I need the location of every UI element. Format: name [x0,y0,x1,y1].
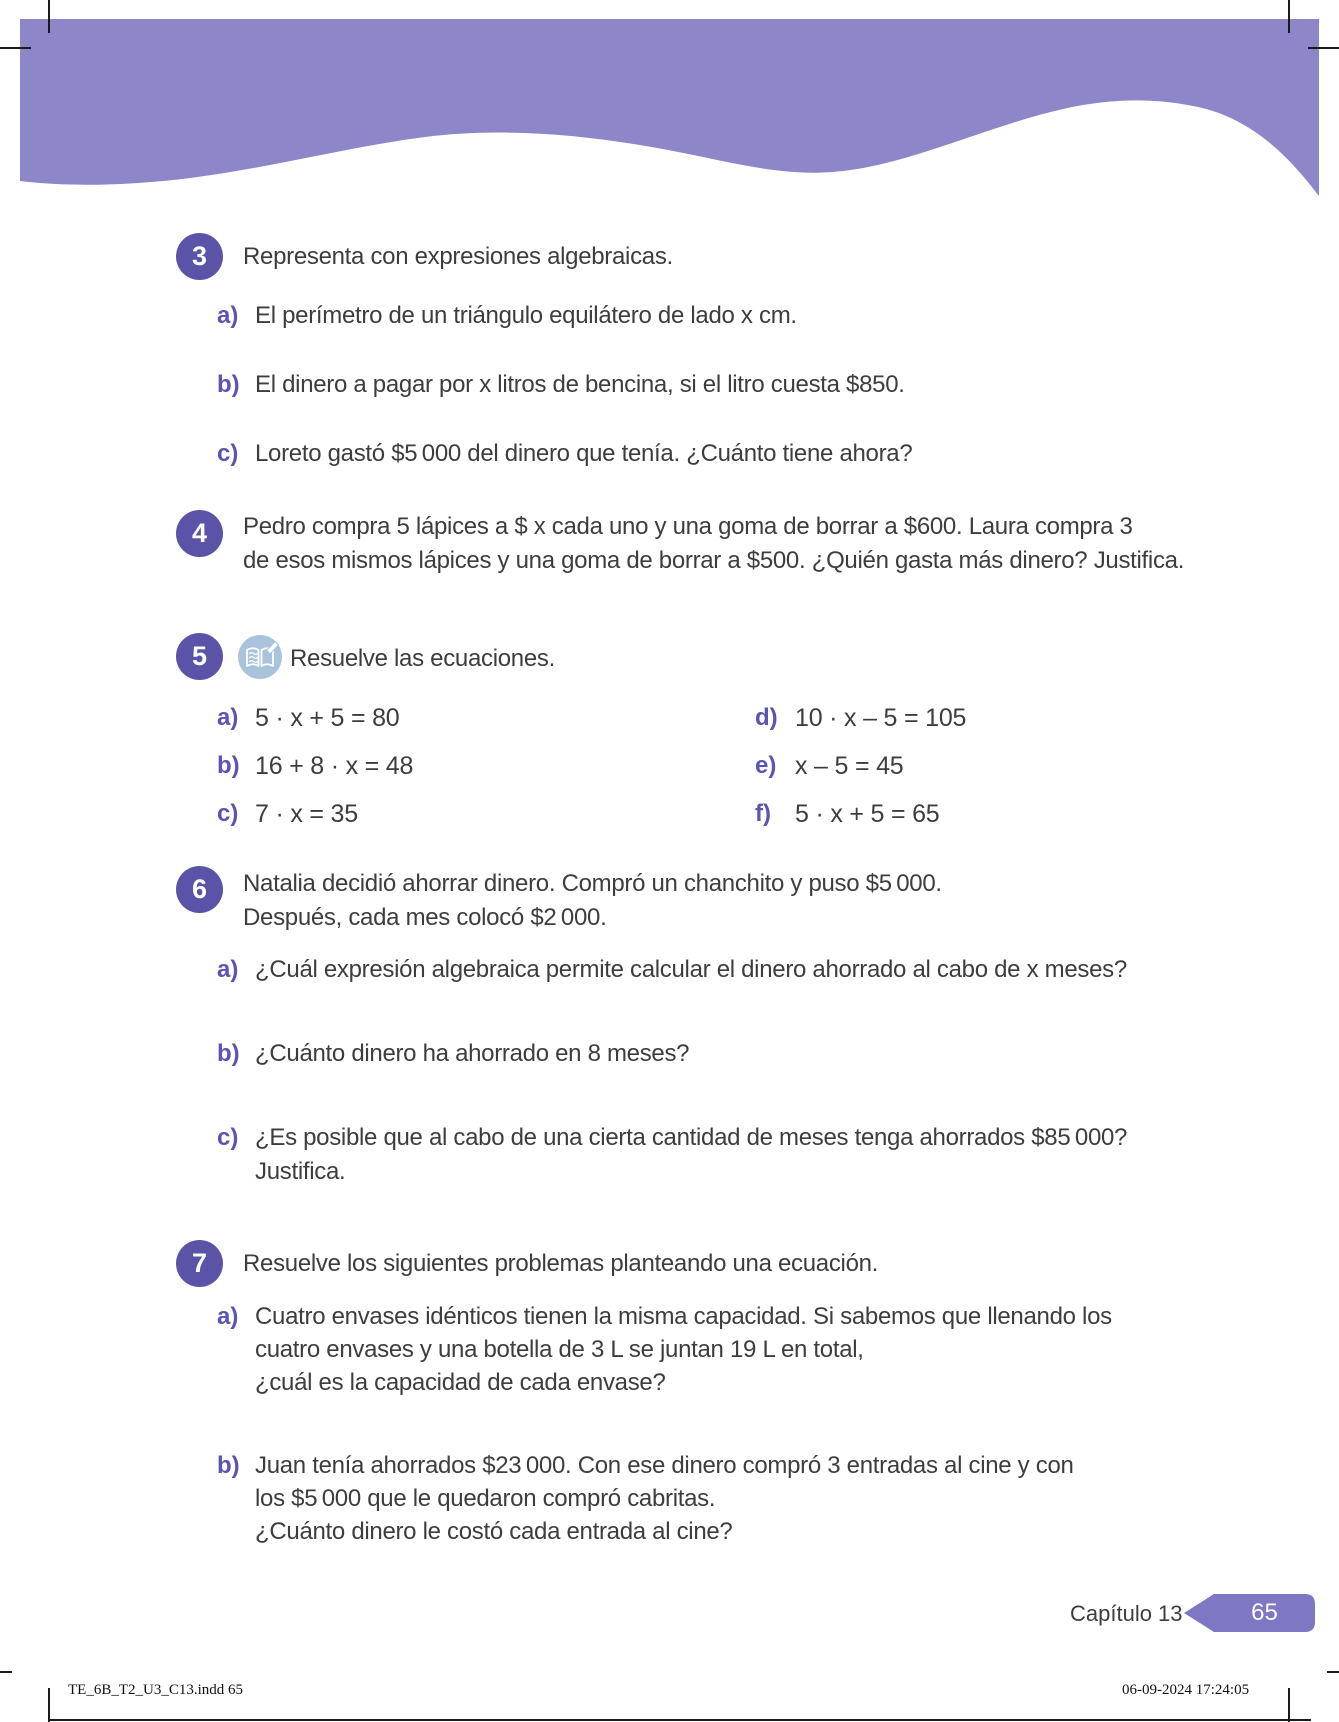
equation-f: 5 · x + 5 = 65 [795,800,940,828]
item-text-6c-line-1: ¿Es posible que al cabo de una cierta cantidad de meses tenga ahorrados $85 000? [255,1124,1128,1151]
exercise-6-text-line-1: Natalia decidió ahorrar dinero. Compró un chanchito y puso $5 000. [243,870,942,897]
page-bottom-rule [49,1719,1311,1721]
item-text-3b: El dinero a pagar por x litros de bencina, si el litro cuesta $850. [255,371,905,398]
page-number: 65 [1251,1599,1278,1626]
item-text-7a-line-2: cuatro envases y una botella de 3 L se juntan 19 L en total, [255,1336,864,1363]
equation-b: 16 + 8 · x = 48 [255,752,414,780]
exercise-3-number: 3 [191,241,208,271]
item-text-3a: El perímetro de un triángulo equilátero de lado x cm. [255,302,797,329]
crop-mark [0,47,31,49]
equation-c: 7 · x = 35 [255,800,358,828]
item-text-3c: Loreto gastó $5 000 del dinero que tenía. ¿Cuánto tiene ahora? [255,440,913,467]
crop-mark [48,1688,50,1722]
header-wave [0,0,1339,230]
item-text-7b-line-2: los $5 000 que le quedaron compró cabritas. [255,1485,716,1512]
crop-mark [48,0,50,33]
item-text-7a-line-3: ¿cuál es la capacidad de cada envase? [255,1369,666,1396]
crop-mark [1308,47,1339,49]
item-text-6c-line-2: Justifica. [255,1158,346,1185]
equation-label-c: c) [217,800,239,827]
item-label-7b: b) [217,1452,240,1479]
equation-d: 10 · x – 5 = 105 [795,704,967,732]
crop-mark [0,1671,12,1673]
exercise-4-text-line-1: Pedro compra 5 lápices a $ x cada uno y una goma de borrar a $600. Laura compra 3 [243,513,1133,540]
equation-e: x – 5 = 45 [795,752,904,780]
exercise-6-number: 6 [191,874,208,904]
equation-label-e: e) [755,752,777,779]
item-label-7a: a) [217,1303,239,1330]
exercise-6-text-line-2: Después, cada mes colocó $2 000. [243,904,607,931]
page-number-badge [1184,1592,1320,1634]
item-label-3b: b) [217,371,240,398]
exercise-4-number-badge [176,510,223,557]
item-text-7a-line-1: Cuatro envases idénticos tienen la misma capacidad. Si sabemos que llenando los [255,1303,1112,1330]
equation-a: 5 · x + 5 = 80 [255,704,400,732]
equation-label-a: a) [217,704,239,731]
exercise-7-number-badge [176,1240,223,1287]
exercise-7-title: Resuelve los siguientes problemas planteando una ecuación. [243,1250,879,1277]
item-label-3c: c) [217,440,239,467]
notebook-pencil-icon [238,635,282,679]
exercise-4-number: 4 [191,518,208,548]
crop-mark [1327,1671,1339,1673]
exercise-4-text-line-2: de esos mismos lápices y una goma de borrar a $500. ¿Quién gasta más dinero? Justifica. [243,547,1185,574]
exercise-3-title: Representa con expresiones algebraicas. [243,243,673,270]
equation-label-f: f) [755,800,771,827]
equation-label-b: b) [217,752,240,779]
chapter-label: Capítulo 13 [1070,1601,1183,1626]
item-label-3a: a) [217,302,239,329]
item-label-6b: b) [217,1040,240,1067]
exercise-5-number: 5 [191,641,208,671]
crop-mark [1288,1688,1290,1722]
exercise-6-number-badge [176,866,223,913]
item-text-6a: ¿Cuál expresión algebraica permite calcular el dinero ahorrado al cabo de x meses? [255,956,1127,983]
exercise-3-number-badge [176,233,223,280]
item-text-7b-line-3: ¿Cuánto dinero le costó cada entrada al cine? [255,1518,733,1545]
item-label-6a: a) [217,956,239,983]
item-text-6b: ¿Cuánto dinero ha ahorrado en 8 meses? [255,1040,690,1067]
equation-label-d: d) [755,704,778,731]
exercise-5-title: Resuelve las ecuaciones. [290,645,555,672]
exercise-7-number: 7 [191,1248,208,1278]
print-filename: TE_6B_T2_U3_C13.indd 65 [68,1682,243,1698]
print-datetime: 06-09-2024 17:24:05 [1122,1682,1250,1698]
crop-mark [1288,0,1290,33]
item-text-7b-line-1: Juan tenía ahorrados $23 000. Con ese dinero compró 3 entradas al cine y con [255,1452,1074,1479]
item-label-6c: c) [217,1124,239,1151]
exercise-5-number-badge [176,633,223,680]
